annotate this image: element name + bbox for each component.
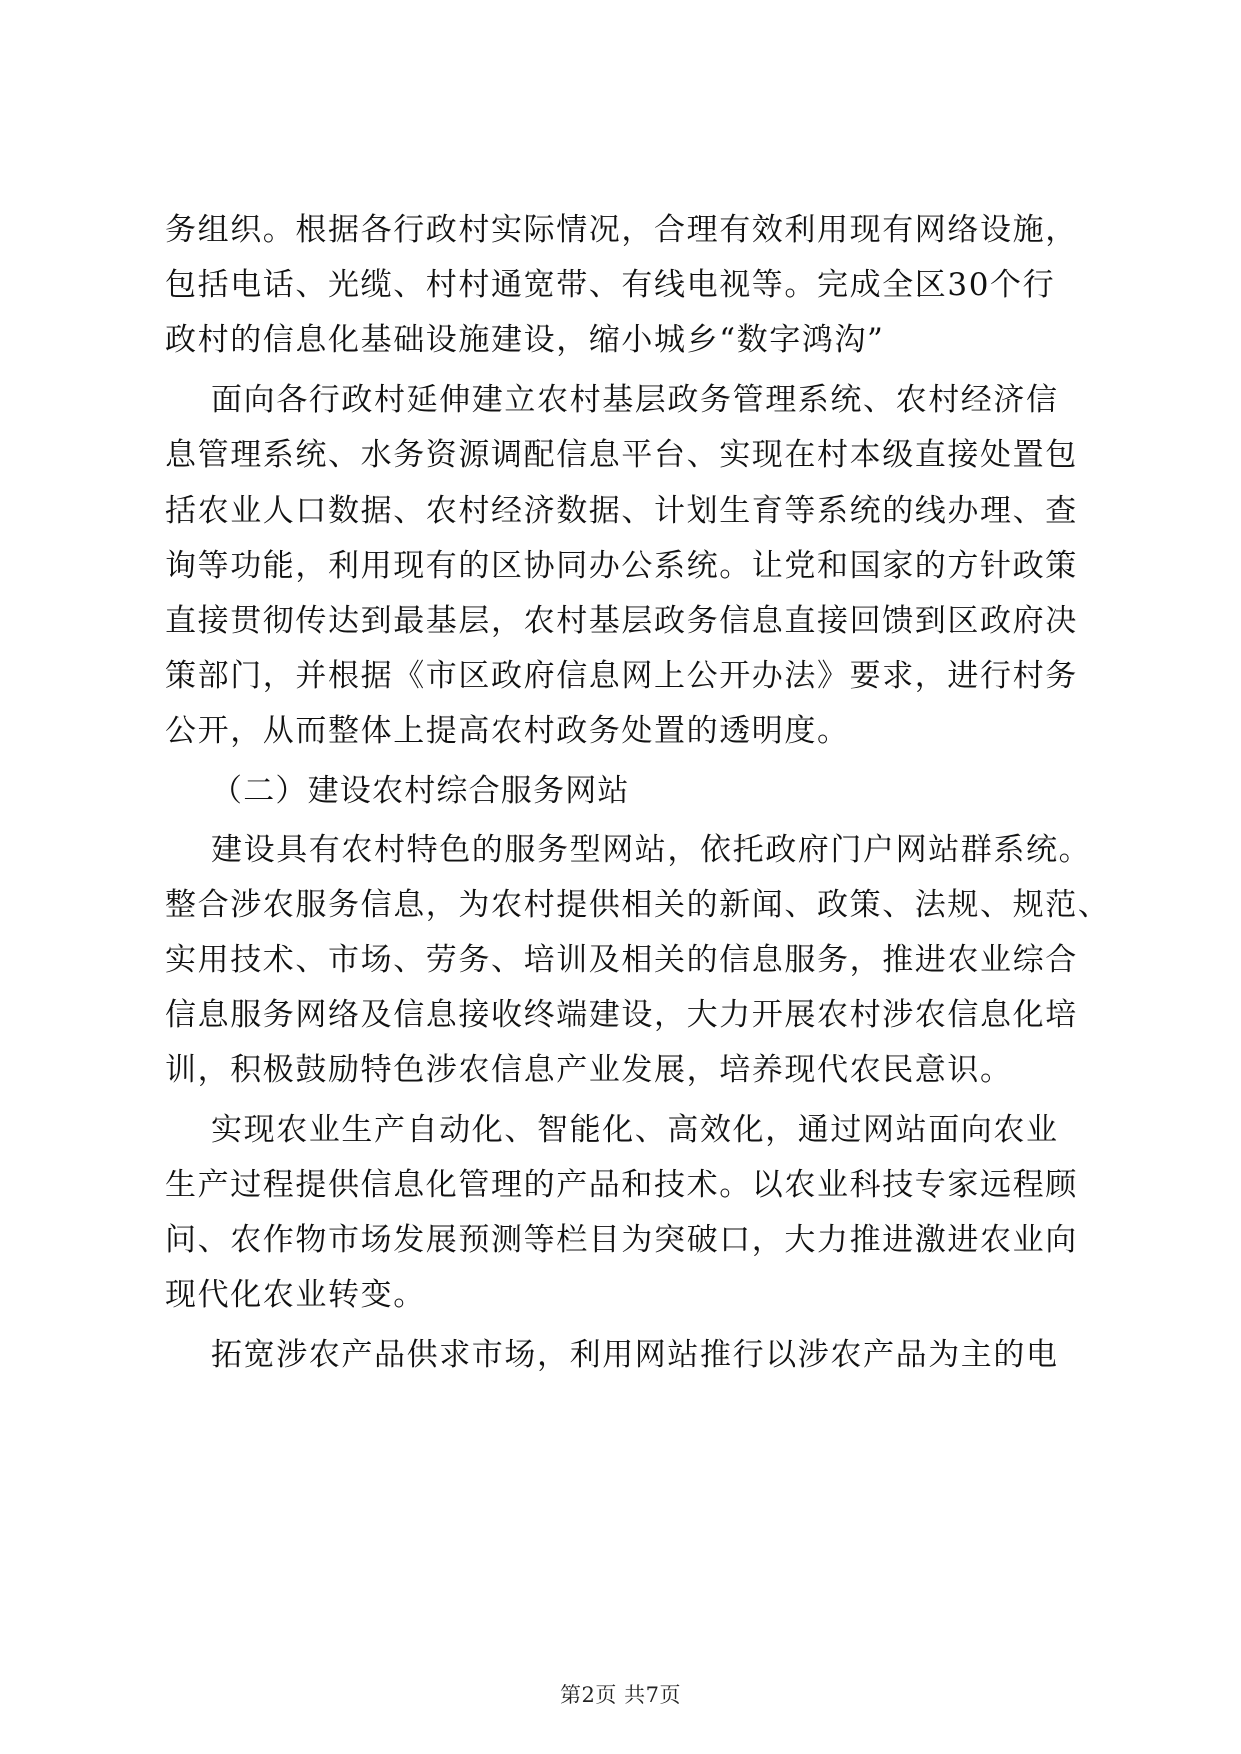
body-text-line: 信息服务网络及信息接收终端建设，大力开展农村涉农信息化培 <box>165 997 1078 1033</box>
body-text-line: 生产过程提供信息化管理的产品和技术。以农业科技专家远程顾 <box>165 1167 1078 1203</box>
body-text-line: 整合涉农服务信息，为农村提供相关的新闻、政策、法规、规范、 <box>165 887 1111 923</box>
body-text-line: 括农业人口数据、农村经济数据、计划生育等系统的线办理、查 <box>165 493 1078 529</box>
page-number-footer: 第2页 共7页 <box>560 1683 681 1707</box>
body-text-line: 息管理系统、水务资源调配信息平台、实现在村本级直接处置包 <box>165 437 1078 473</box>
body-text-line: 询等功能，利用现有的区协同办公系统。让党和国家的方针政策 <box>165 548 1078 584</box>
body-text-line: 实用技术、市场、劳务、培训及相关的信息服务，推进农业综合 <box>165 942 1078 978</box>
paragraph-first-line: 实现农业生产自动化、智能化、高效化，通过网站面向农业 <box>211 1112 1059 1148</box>
body-text-line: 策部门，并根据《市区政府信息网上公开办法》要求，进行村务 <box>165 658 1078 694</box>
body-text-line: 政村的信息化基础设施建设，缩小城乡“数字鸿沟” <box>165 322 885 358</box>
section-heading: （二）建设农村综合服务网站 <box>211 773 630 809</box>
body-text-line: 包括电话、光缆、村村通宽带、有线电视等。完成全区30个行 <box>165 267 1056 303</box>
paragraph-first-line: 面向各行政村延伸建立农村基层政务管理系统、农村经济信 <box>211 382 1059 418</box>
body-text-line: 现代化农业转变。 <box>165 1277 426 1313</box>
body-text-line: 务组织。根据各行政村实际情况，合理有效利用现有网络设施， <box>165 212 1078 248</box>
paragraph-first-line: 拓宽涉农产品供求市场，利用网站推行以涉农产品为主的电 <box>211 1337 1059 1373</box>
body-text-line: 问、农作物市场发展预测等栏目为突破口，大力推进激进农业向 <box>165 1222 1078 1258</box>
body-text-line: 训，积极鼓励特色涉农信息产业发展，培养现代农民意识。 <box>165 1052 1013 1088</box>
body-text-line: 公开，从而整体上提高农村政务处置的透明度。 <box>165 713 850 749</box>
paragraph-first-line: 建设具有农村特色的服务型网站，依托政府门户网站群系统。 <box>211 832 1092 868</box>
body-text-line: 直接贯彻传达到最基层，农村基层政务信息直接回馈到区政府决 <box>165 603 1078 639</box>
